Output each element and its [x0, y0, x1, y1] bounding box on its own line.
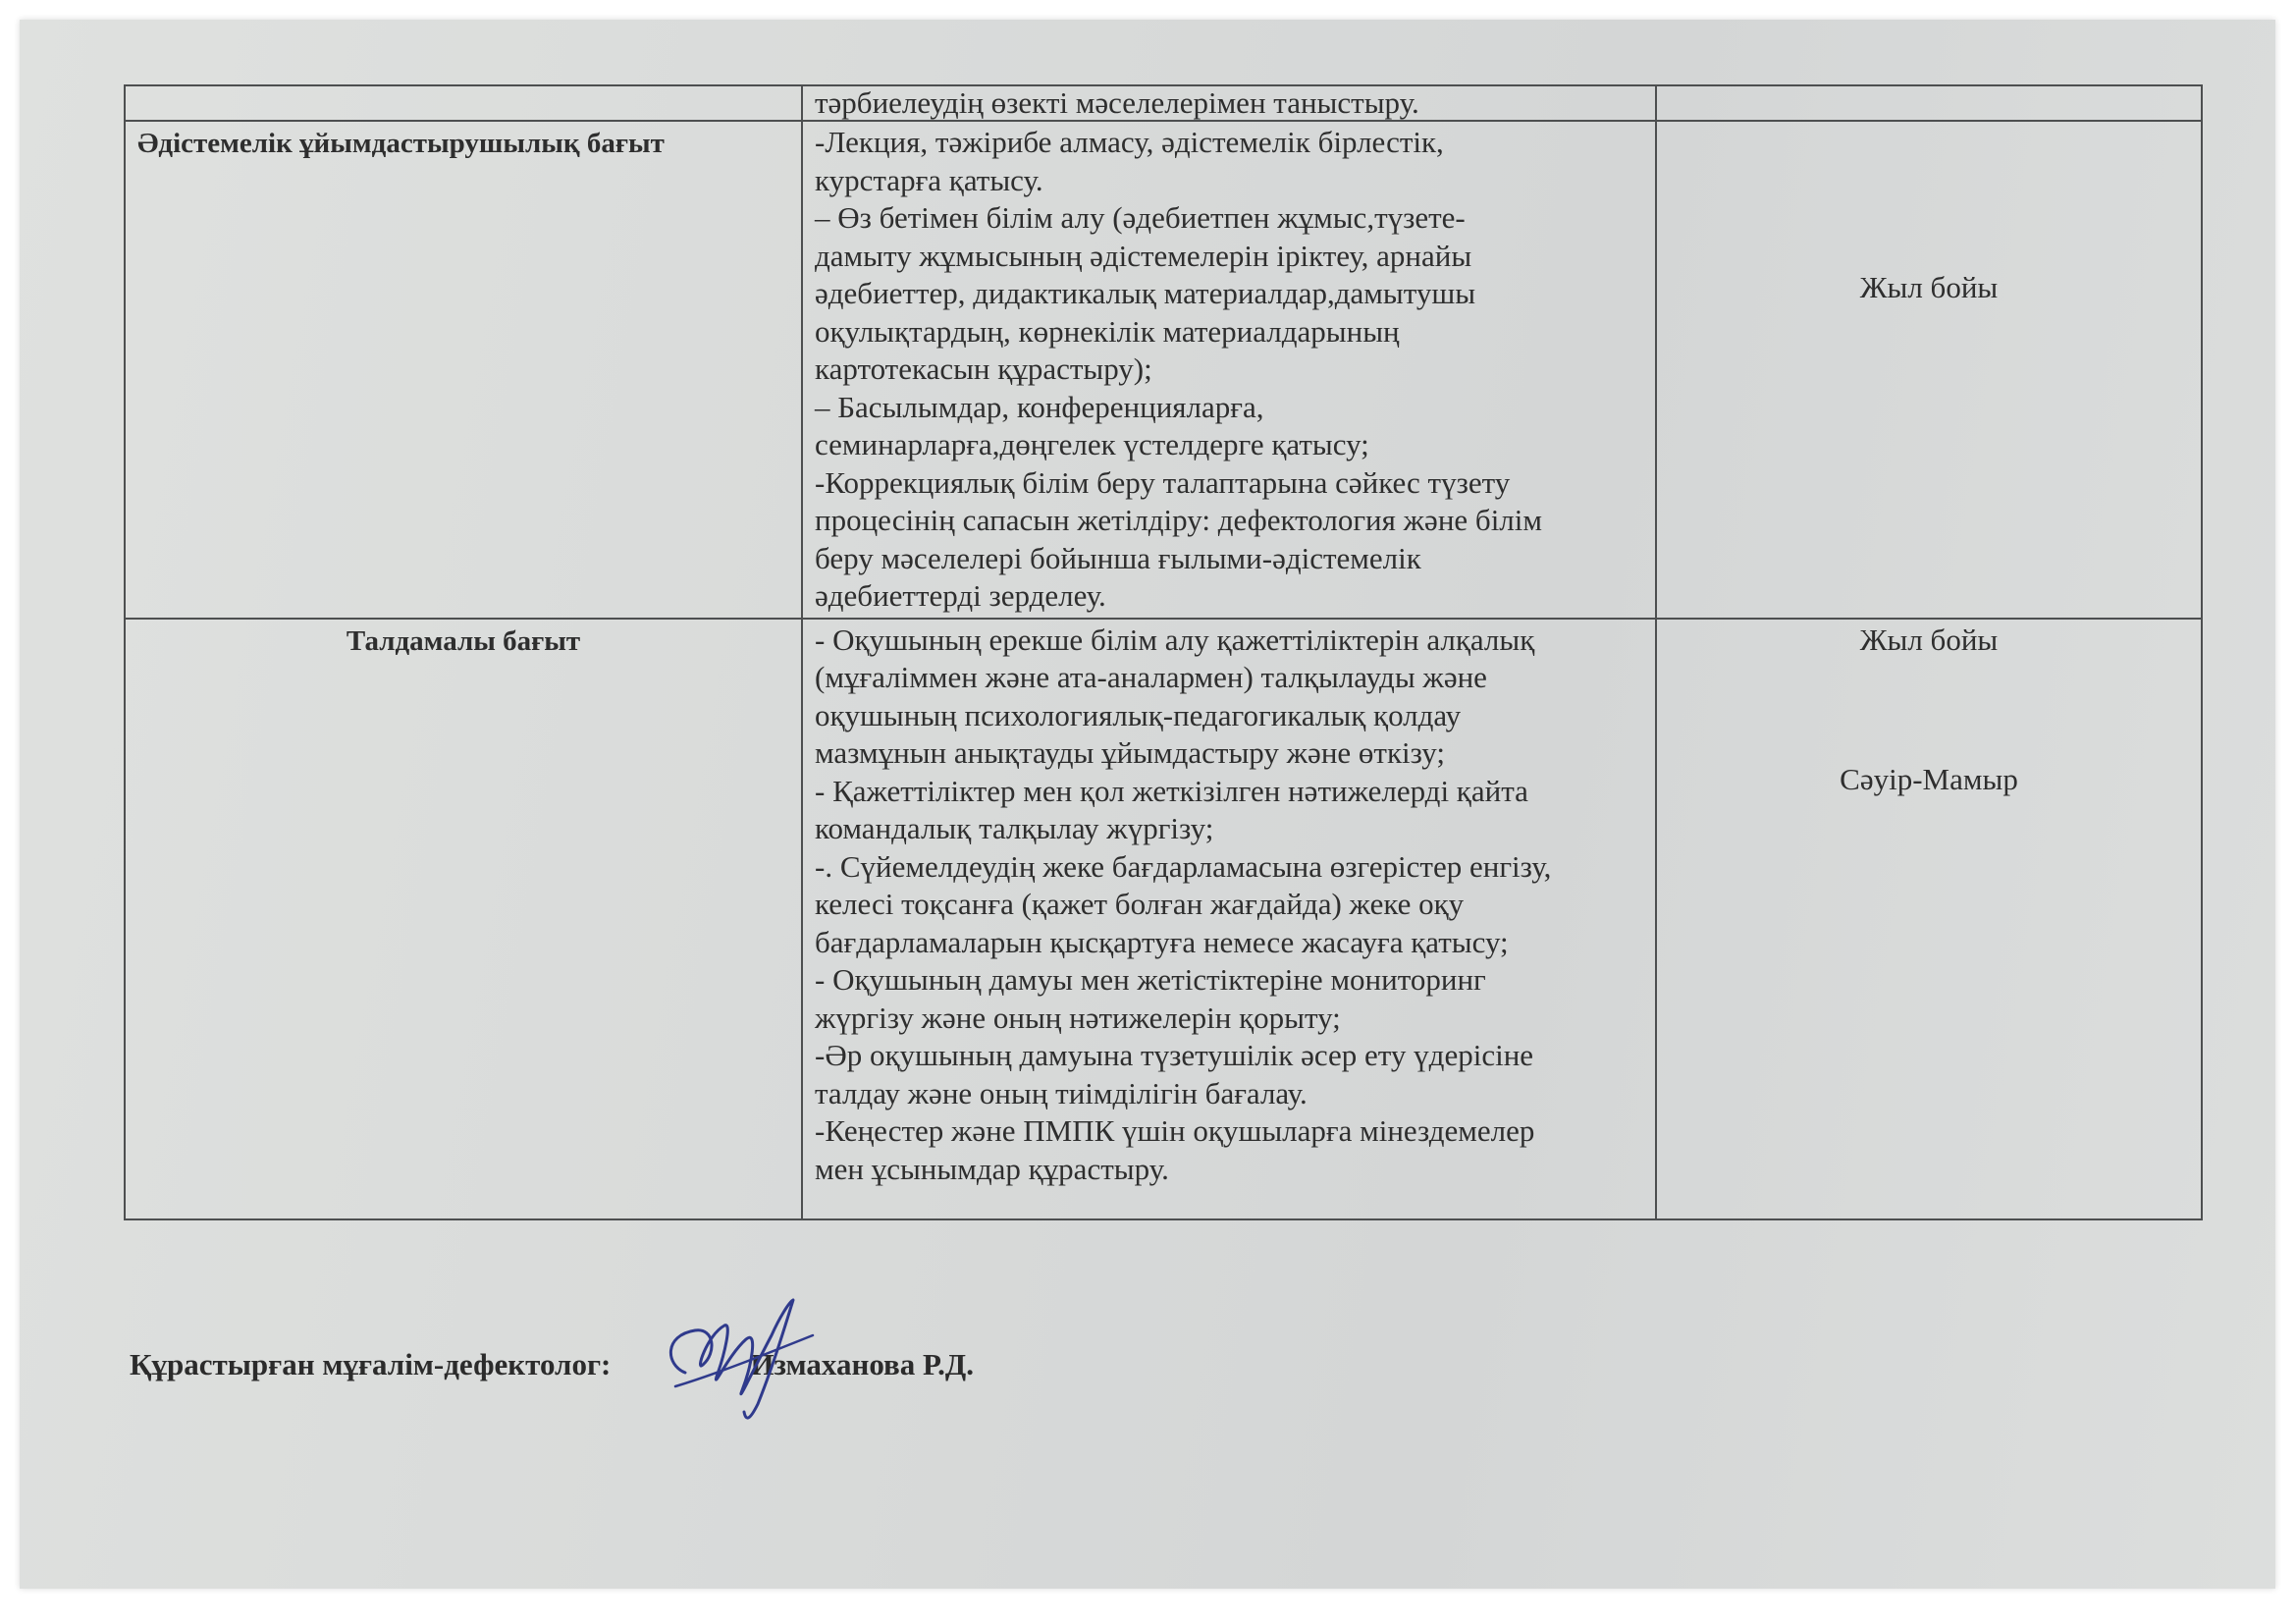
content-line: оқушының психологиялық-педагогикалық қолдау — [815, 697, 1462, 732]
direction-cell — [125, 85, 802, 121]
content-line: -Әр оқушының дамуына түзетушілік әсер ету үдерісіне — [815, 1038, 1534, 1072]
content-line: курстарға қатысу. — [815, 162, 1043, 197]
table-row — [125, 85, 2202, 121]
content-line: – Өз бетімен білім алу (әдебиетпен жұмыс,түзете- — [815, 200, 1466, 235]
content-line: мен ұсынымдар құрастыру. — [815, 1151, 1169, 1186]
content-line: командалық талқылау жүргізу; — [815, 811, 1214, 845]
content-line: келесі тоқсанға (қажет болған жағдайда) жеке оқу — [815, 887, 1465, 921]
content-line: процесінің сапасын жетілдіру: дефектология және білім — [815, 503, 1543, 537]
time-cell — [1656, 85, 2202, 121]
author-role: Құрастырған мұғалім-дефектолог: — [130, 1347, 612, 1381]
content-line: -Коррекциялық білім беру талаптарына сәйкес түзету — [815, 464, 1511, 500]
handwritten-signature — [656, 1296, 823, 1424]
time-label: Жыл бойы — [1859, 270, 1999, 304]
content-line: картотекасын құрастыру); — [815, 352, 1152, 386]
direction-cell — [125, 619, 802, 1219]
content-line: әдебиеттер, дидактикалық материалдар,дамытушы — [815, 276, 1476, 310]
direction-label: Әдістемелік ұйымдастырушылық бағыт — [137, 128, 665, 159]
time-cell — [1656, 121, 2202, 619]
time-label: Жыл бойы — [1859, 622, 1999, 657]
content-line: мазмұнын анықтауды ұйымдастыру және өткізу; — [815, 735, 1445, 770]
content-line: семинарларға,дөңгелек үстелдерге қатысу; — [815, 427, 1369, 461]
content-line: жүргізу және оның нәтижелерін қорыту; — [815, 1000, 1341, 1035]
content-line: -Кеңестер және ПМПК үшін оқушыларға мінездемелер — [815, 1113, 1535, 1148]
content-line: – Басылымдар, конференцияларға, — [815, 389, 1264, 424]
content-cell — [802, 85, 1656, 121]
content-line: (мұғаліммен және ата-аналармен) талқылауды және — [815, 660, 1487, 694]
content-line: - Оқушының дамуы мен жетістіктеріне мониторинг — [815, 962, 1486, 997]
content-line: -Лекция, тәжірибе алмасу, әдістемелік бірлестік, — [815, 125, 1444, 159]
content-line: әдебиеттерді зерделеу. — [815, 578, 1106, 613]
content-line: - Қажеттіліктер мен қол жеткізілген нәтижелерді қайта — [815, 773, 1528, 808]
signature-line — [130, 1347, 974, 1382]
content-cell — [802, 121, 1656, 619]
content-line: оқулықтардың, көрнекілік материалдарының — [815, 313, 1400, 349]
table-row — [125, 619, 2202, 1219]
content-line: дамыту жұмысының әдістемелерін іріктеу, арнайы — [815, 238, 1472, 273]
content-line: -. Сүйемелдеудің жеке бағдарламасына өзгерістер енгізу, — [815, 848, 1552, 884]
content-line: тәрбиелеудің өзекті мәселелерімен таныстыру. — [815, 85, 1419, 120]
content-line: талдау және оның тиімділігін бағалау. — [815, 1075, 1308, 1110]
content-cell — [802, 619, 1656, 1219]
content-line: - Оқушының ерекше білім алу қажеттіліктерін алқалық — [815, 622, 1535, 657]
content-line: беру мәселелері бойынша ғылыми-әдістемелік — [815, 540, 1421, 575]
time-label: Сәуір-Мамыр — [1840, 762, 2018, 796]
author-name: Измаханова Р.Д. — [750, 1347, 974, 1381]
direction-label: Талдамалы бағыт — [346, 624, 581, 657]
time-cell — [1656, 619, 2202, 1219]
plan-table — [124, 84, 2203, 1220]
content-line: бағдарламаларын қысқартуға немесе жасауға қатысу; — [815, 924, 1509, 959]
table-row — [125, 121, 2202, 619]
direction-cell — [125, 121, 802, 619]
